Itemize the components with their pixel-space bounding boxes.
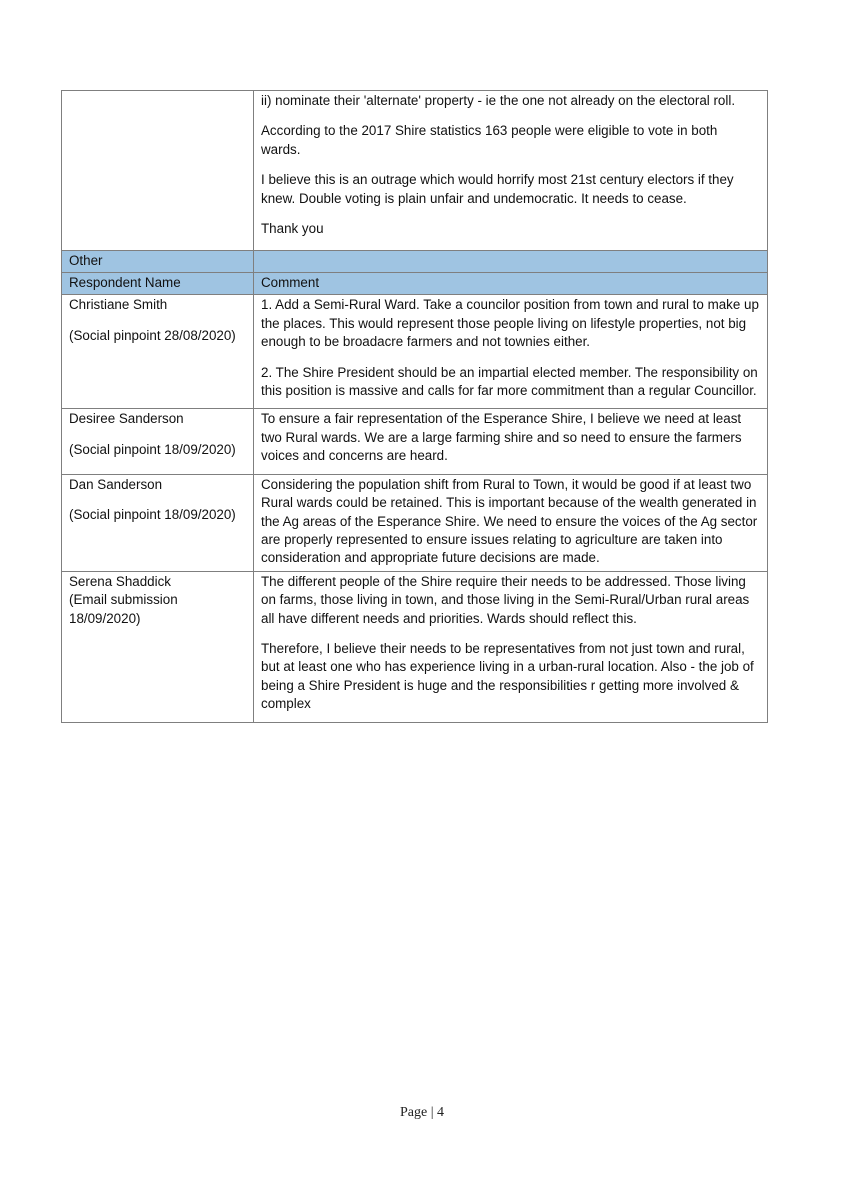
section-header-row <box>62 251 768 273</box>
respondent-source: (Social pinpoint 18/09/2020) <box>69 441 236 457</box>
continued-row <box>62 91 768 251</box>
respondent-cell <box>62 295 254 409</box>
respondent-name: Christiane Smith <box>69 297 168 313</box>
comment-paragraph: ii) nominate their 'alternate' property - ie the one not already on the electoral roll. <box>261 93 736 108</box>
respondent-name: Desiree Sanderson <box>69 411 184 427</box>
comment-header: Comment <box>254 273 768 295</box>
comment-paragraph: Therefore, I believe their needs to be representatives from not just town and rural, but at least one who has experience living in a urban-rural location. Also - the job of being a Shire President is huge and the responsibilities r getting more involved & complex <box>261 640 754 712</box>
respondent-name: Dan Sanderson <box>69 476 163 492</box>
respondent-source: (Social pinpoint 28/08/2020) <box>69 327 236 343</box>
comment-paragraph: The different people of the Shire require their needs to be addressed. Those living on farms, those living in town, and those living in the Semi-Rural/Urban rural areas all have different needs and priorities. Wards should reflect this. <box>261 573 750 626</box>
respondent-cell <box>62 409 254 474</box>
respondent-cell <box>62 474 254 571</box>
comment-paragraph: According to the 2017 Shire statistics 163 people were eligible to vote in both wards. <box>261 123 718 157</box>
comment-paragraph: Considering the population shift from Rural to Town, it would be good if at least two Rural wards could be retained. This is important because of the wealth generated in the Ag areas of the Esperance Shire. We need to ensure the voices of the Ag sector are properly represented to ensure issues relating to agriculture are taken into consideration and appropriate future decisions are made. <box>261 476 758 566</box>
table-row <box>62 409 768 474</box>
table-row <box>62 474 768 571</box>
respondent-source: (Social pinpoint 18/09/2020) <box>69 507 236 523</box>
comment-paragraph: To ensure a fair representation of the Esperance Shire, I believe we need at least two Rural wards. We are a large farming shire and so need to ensure the farmers voices and concerns are heard. <box>261 411 742 464</box>
submissions-table <box>61 90 768 723</box>
comment-paragraph: Thank you <box>261 221 324 237</box>
page-number: Page | 4 <box>399 1105 445 1120</box>
comment-paragraph: 1. Add a Semi-Rural Ward. Take a councilor position from town and rural to make up the places. This would represent those people living on lifestyle properties, not big enough to be broadacre farmers and not townies either. <box>261 297 759 350</box>
comment-cell <box>254 474 768 571</box>
respondent-name: Serena Shaddick <box>69 573 171 589</box>
section-label: Other <box>62 251 254 273</box>
column-header-row <box>62 273 768 295</box>
respondent-name-header: Respondent Name <box>62 273 254 295</box>
table-row <box>62 571 768 722</box>
continued-comment-cell <box>254 91 768 251</box>
comment-paragraph: 2. The Shire President should be an impartial elected member. The responsibility on this position is massive and calls for far more commitment than a regular Councillor. <box>261 364 758 399</box>
table-row <box>62 295 768 409</box>
respondent-source: (Email submission 18/09/2020) <box>69 592 178 626</box>
respondent-cell <box>62 571 254 722</box>
comment-cell <box>254 295 768 409</box>
section-label-right <box>254 251 768 273</box>
comment-cell <box>254 571 768 722</box>
comment-cell <box>254 409 768 474</box>
empty-name-cell <box>62 91 254 251</box>
comment-paragraph: I believe this is an outrage which would horrify most 21st century electors if they knew. Double voting is plain unfair and undemocratic. It needs to cease. <box>261 172 734 206</box>
